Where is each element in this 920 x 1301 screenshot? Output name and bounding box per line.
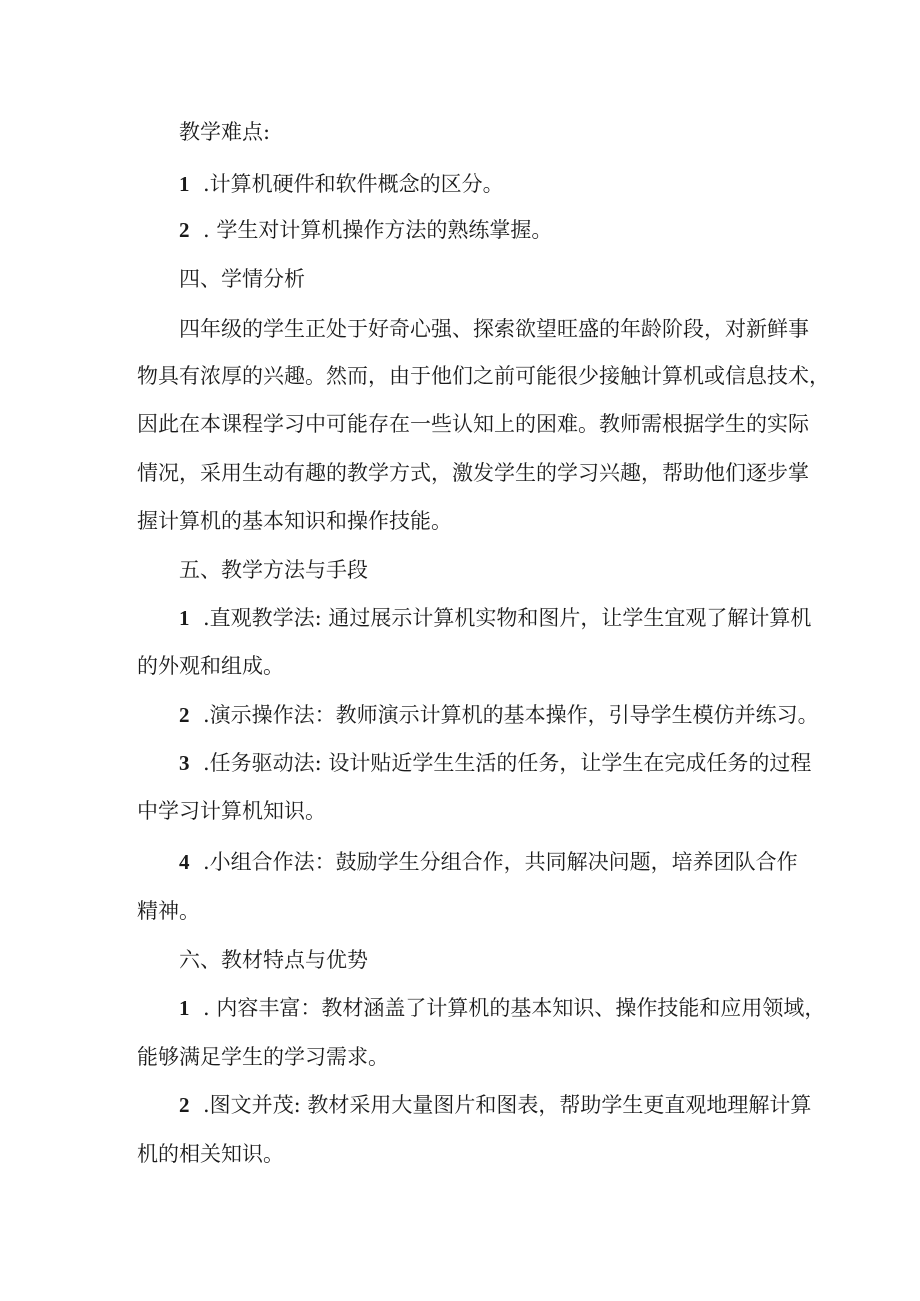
item-number: 1 bbox=[179, 606, 190, 630]
section-4-heading: 四、学情分析 bbox=[179, 267, 305, 291]
difficulty-item-1 bbox=[179, 170, 504, 198]
difficulty-heading: 教学难点: bbox=[179, 120, 271, 144]
item-text: .图文并茂: 教材采用大量图片和图表，帮助学生更直观地理解计算 bbox=[203, 1093, 812, 1117]
section-4-paragraph-line: 握计算机的基本知识和操作技能。 bbox=[137, 509, 452, 533]
section-4-paragraph-line: 情况，采用生动有趣的教学方式，激发学生的学习兴趣，帮助他们逐步掌 bbox=[137, 461, 809, 485]
method-item-4 bbox=[179, 848, 798, 876]
feature-item-2-continuation: 机的相关知识。 bbox=[137, 1142, 284, 1166]
method-item-3-continuation: 中学习计算机知识。 bbox=[137, 799, 326, 823]
item-text: .直观教学法: 通过展示计算机实物和图片，让学生宜观了解计算机 bbox=[203, 606, 812, 630]
item-text: . 学生对计算机操作方法的熟练掌握。 bbox=[203, 218, 553, 242]
item-number: 1 bbox=[179, 996, 190, 1020]
item-number: 1 bbox=[179, 172, 190, 196]
item-number: 2 bbox=[179, 218, 190, 242]
method-item-3 bbox=[179, 749, 811, 777]
section-5-heading: 五、教学方法与手段 bbox=[179, 558, 368, 582]
method-item-2 bbox=[179, 701, 819, 729]
feature-item-2 bbox=[179, 1091, 811, 1119]
method-item-4-continuation: 精神。 bbox=[137, 899, 200, 923]
item-text: .小组合作法：鼓励学生分组合作，共同解决问题，培养团队合作 bbox=[203, 850, 798, 874]
section-4-paragraph-line: 物具有浓厚的兴趣。然而，由于他们之前可能很少接触计算机或信息技术， bbox=[137, 364, 830, 388]
feature-item-1 bbox=[179, 994, 825, 1022]
item-number: 4 bbox=[179, 850, 190, 874]
item-text: .任务驱动法: 设计贴近学生生活的任务，让学生在完成任务的过程 bbox=[203, 751, 812, 775]
item-number: 2 bbox=[179, 703, 190, 727]
section-4-paragraph-line: 四年级的学生正处于好奇心强、探索欲望旺盛的年龄阶段，对新鲜事 bbox=[179, 317, 809, 341]
item-text: .计算机硬件和软件概念的区分。 bbox=[203, 172, 504, 196]
method-item-1-continuation: 的外观和组成。 bbox=[137, 654, 284, 678]
difficulty-item-2 bbox=[179, 216, 552, 244]
item-text: .演示操作法：教师演示计算机的基本操作，引导学生模仿并练习。 bbox=[203, 703, 819, 727]
item-text: . 内容丰富：教材涵盖了计算机的基本知识、操作技能和应用领域， bbox=[203, 996, 826, 1020]
method-item-1 bbox=[179, 604, 811, 632]
feature-item-1-continuation: 能够满足学生的学习需求。 bbox=[137, 1045, 389, 1069]
item-number: 2 bbox=[179, 1093, 190, 1117]
item-number: 3 bbox=[179, 751, 190, 775]
section-4-paragraph-line: 因此在本课程学习中可能存在一些认知上的困难。教师需根据学生的实际 bbox=[137, 412, 809, 436]
section-6-heading: 六、教材特点与优势 bbox=[179, 948, 368, 972]
